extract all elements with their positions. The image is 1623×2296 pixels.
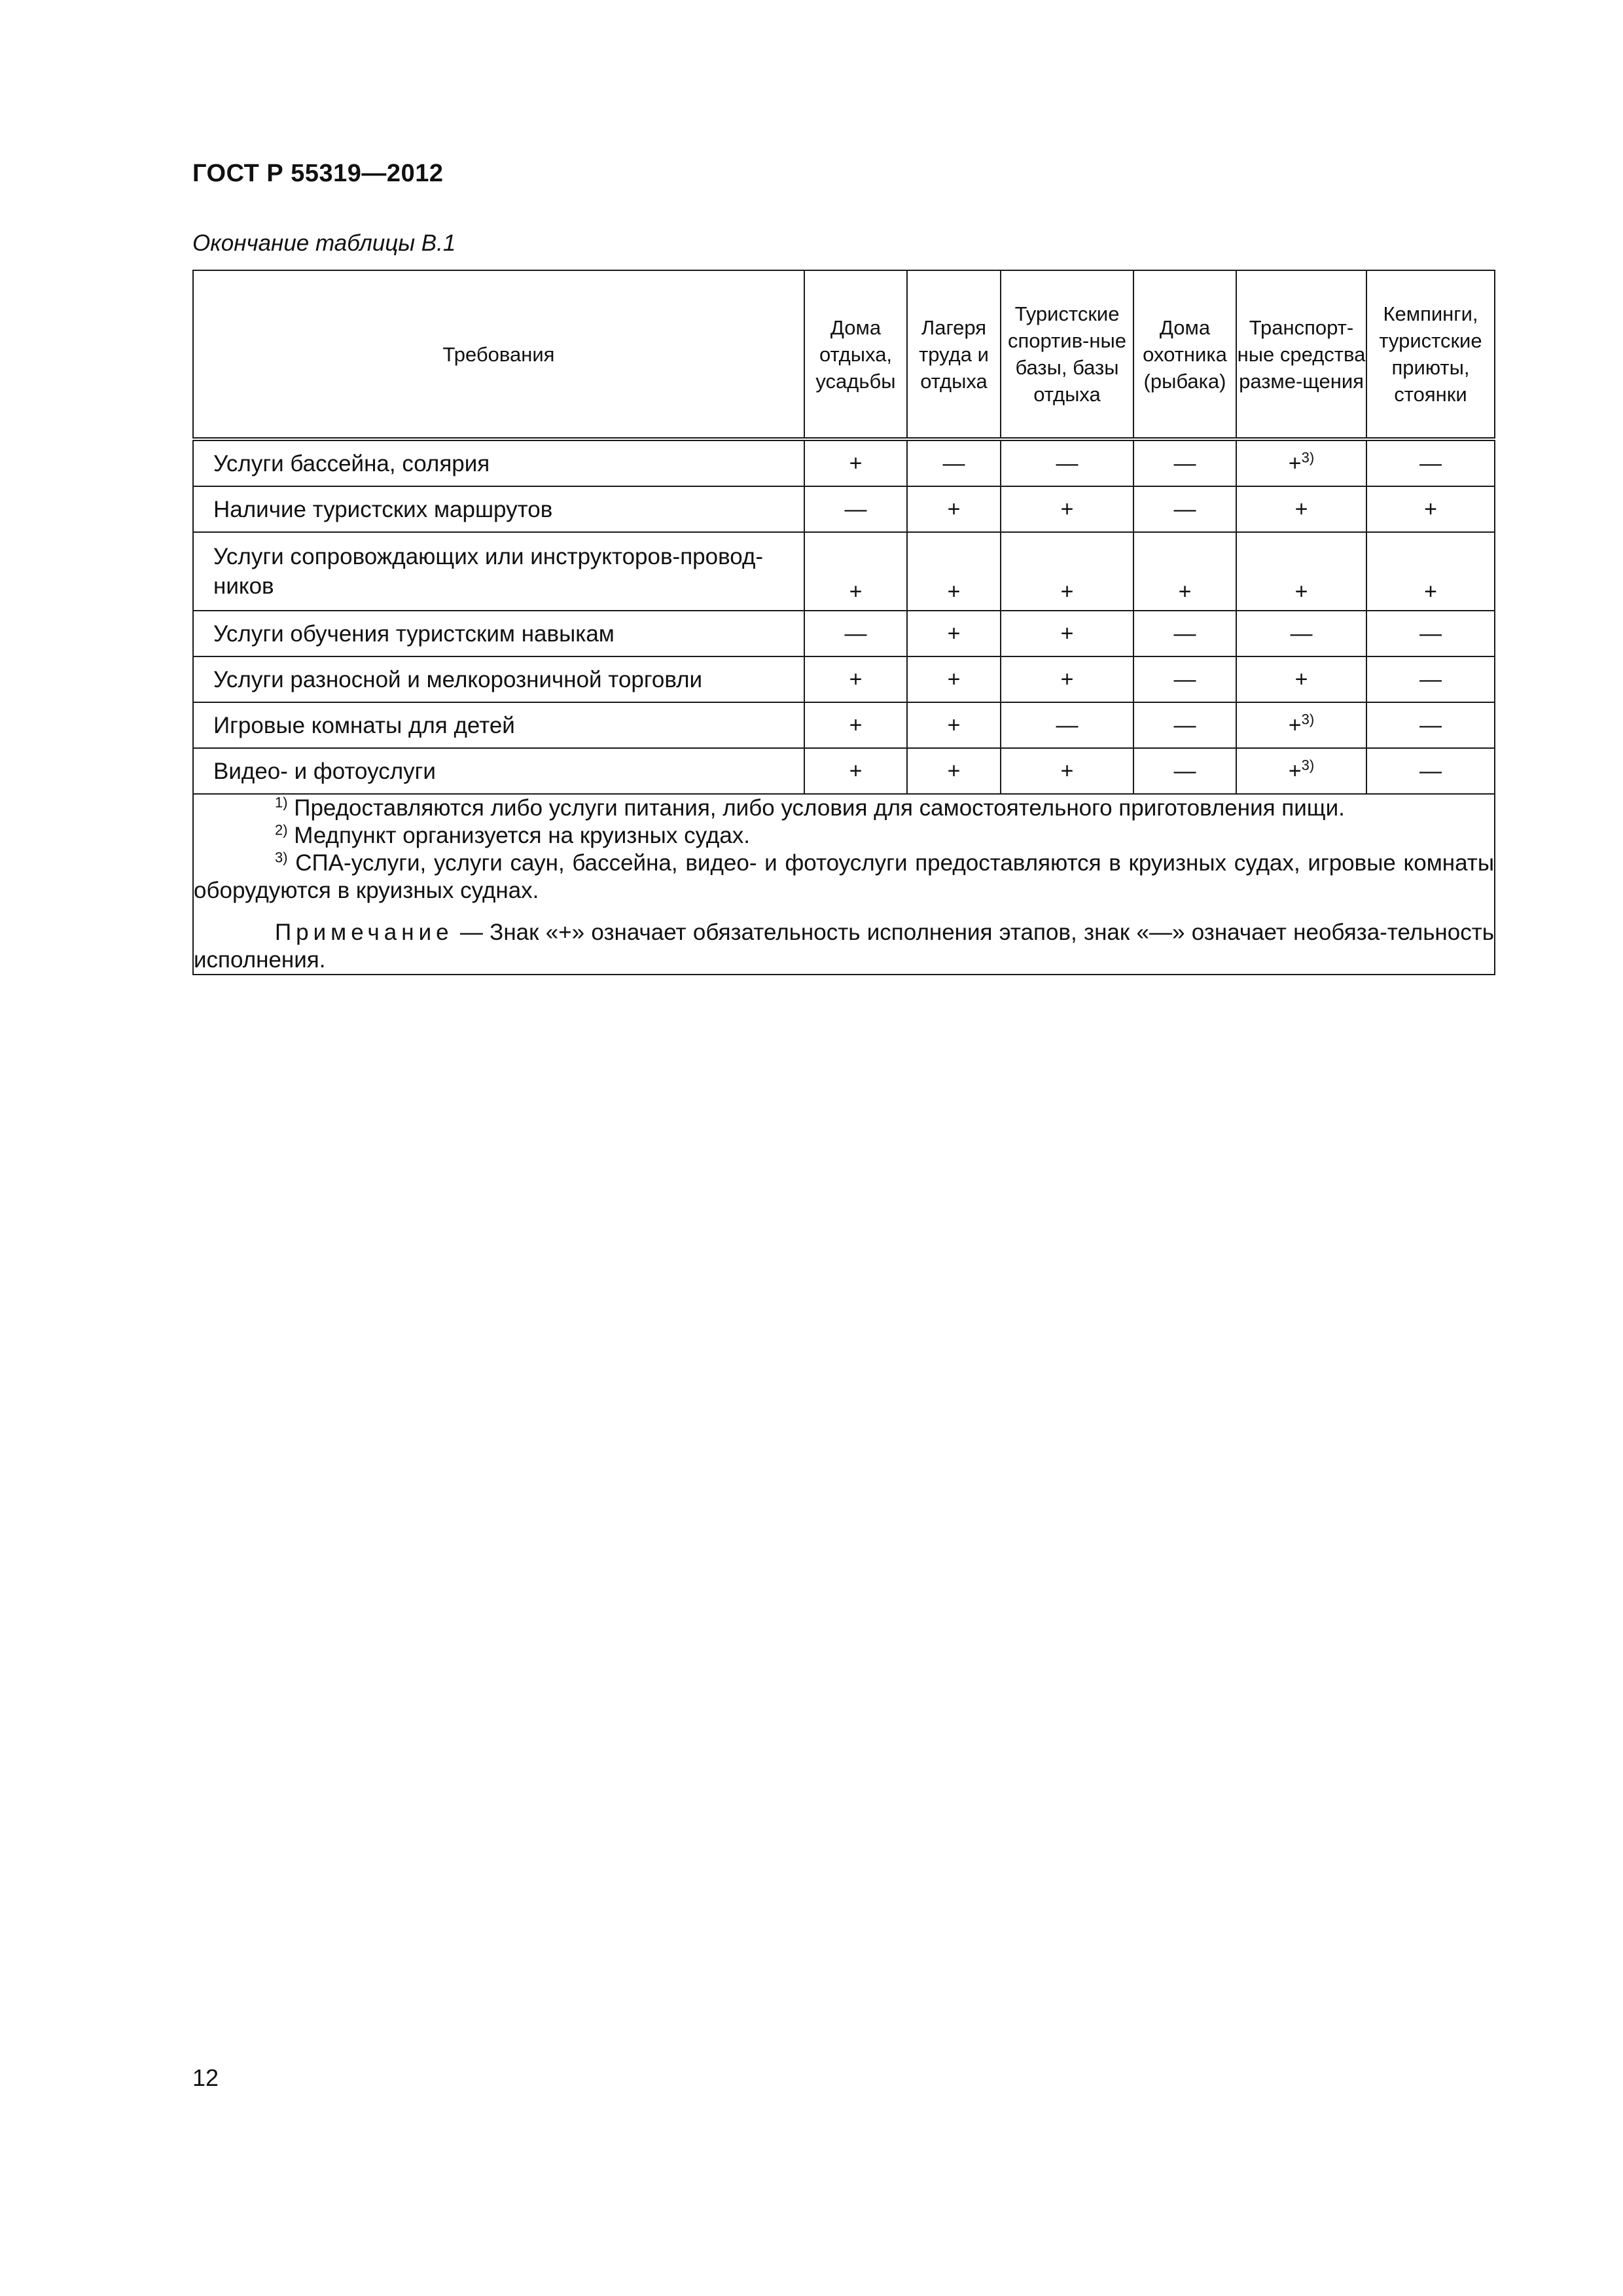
value-cell: — bbox=[1001, 702, 1133, 748]
value-cell: + bbox=[1236, 656, 1366, 702]
value-cell: — bbox=[1133, 748, 1236, 794]
column-header: Требования bbox=[193, 270, 804, 439]
note-text: — Знак «+» означает обязательность исполнения этапов, знак «—» означает необяза-тельность исполнения. bbox=[194, 920, 1494, 973]
requirement-cell: Видео- и фотоуслуги bbox=[193, 748, 804, 794]
value-cell: — bbox=[1366, 748, 1495, 794]
table-notes-row bbox=[193, 794, 1495, 975]
value-cell: — bbox=[1366, 702, 1495, 748]
value-cell: +$^{3)}$ bbox=[1236, 748, 1366, 794]
footnote-ref: 3) bbox=[1301, 757, 1315, 774]
note-label: Примечание bbox=[275, 920, 454, 945]
table-row bbox=[193, 532, 1495, 611]
value-cell: + bbox=[1001, 656, 1133, 702]
footnote: $^{2)}$ Медпункт организуется на круизных судах. bbox=[275, 821, 751, 848]
footnote: $^{3)}$ СПА-услуги, услуги саун, бассейна, видео- и фотоуслуги предоставляются в круизных судах, игровые комнаты оборудуются в круизных суднах. bbox=[194, 849, 1494, 903]
value-cell: — bbox=[907, 439, 1001, 486]
column-header: Дома отдыха, усадьбы bbox=[804, 270, 907, 439]
value-cell: — bbox=[1133, 611, 1236, 656]
value-cell: +$^{3)}$ bbox=[1236, 439, 1366, 486]
footnote: $^{1)}$ Предоставляются либо услуги питания, либо условия для самостоятельного приготовления пищи. bbox=[275, 794, 1345, 821]
value-cell: — bbox=[1133, 439, 1236, 486]
requirement-cell: Услуги бассейна, солярия bbox=[193, 439, 804, 486]
value-cell: — bbox=[1366, 656, 1495, 702]
value-cell: — bbox=[804, 486, 907, 532]
value-cell: + bbox=[804, 656, 907, 702]
value-cell: — bbox=[1133, 656, 1236, 702]
value-cell: + bbox=[1001, 532, 1133, 611]
value-cell: + bbox=[907, 611, 1001, 656]
value-cell: + bbox=[1001, 611, 1133, 656]
footnote-ref: 3) bbox=[1301, 449, 1315, 466]
column-header: Лагеря труда и отдыха bbox=[907, 270, 1001, 439]
requirement-cell: Услуги разносной и мелкорозничной торговли bbox=[193, 656, 804, 702]
column-header: Кемпинги, туристские приюты, стоянки bbox=[1366, 270, 1495, 439]
value-cell: — bbox=[1133, 486, 1236, 532]
value-cell: — bbox=[1133, 702, 1236, 748]
value-cell: + bbox=[1366, 486, 1495, 532]
value-cell: + bbox=[804, 748, 907, 794]
table-row bbox=[193, 486, 1495, 532]
value-cell: + bbox=[804, 702, 907, 748]
value-cell: — bbox=[1001, 439, 1133, 486]
requirement-cell: Игровые комнаты для детей bbox=[193, 702, 804, 748]
value-cell: + bbox=[1133, 532, 1236, 611]
value-cell: + bbox=[907, 702, 1001, 748]
table-notes bbox=[193, 794, 1495, 975]
value-cell: + bbox=[907, 656, 1001, 702]
value-cell: + bbox=[907, 486, 1001, 532]
value-cell: — bbox=[1366, 611, 1495, 656]
document-header: ГОСТ Р 55319—2012 bbox=[192, 160, 444, 187]
table-row bbox=[193, 748, 1495, 794]
value-cell: + bbox=[907, 532, 1001, 611]
page-number: 12 bbox=[192, 2064, 219, 2091]
table-row bbox=[193, 656, 1495, 702]
value-cell: +$^{3)}$ bbox=[1236, 702, 1366, 748]
column-header: Дома охотника (рыбака) bbox=[1133, 270, 1236, 439]
table-note bbox=[194, 919, 1494, 974]
value-cell: + bbox=[1001, 748, 1133, 794]
requirements-table bbox=[192, 270, 1495, 975]
column-header: Транспорт-ные средства разме-щения bbox=[1236, 270, 1366, 439]
value-cell: + bbox=[1236, 486, 1366, 532]
value-cell: — bbox=[1366, 439, 1495, 486]
requirement-cell: Услуги сопровождающих или инструкторов-провод-ников bbox=[193, 532, 804, 611]
table-caption: Окончание таблицы В.1 bbox=[192, 230, 456, 256]
table-body bbox=[193, 439, 1495, 975]
value-cell: + bbox=[804, 439, 907, 486]
value-cell: + bbox=[1366, 532, 1495, 611]
value-cell: — bbox=[1236, 611, 1366, 656]
requirement-cell: Наличие туристских маршрутов bbox=[193, 486, 804, 532]
value-cell: + bbox=[907, 748, 1001, 794]
footnote-ref: 3) bbox=[1301, 711, 1315, 728]
table-row bbox=[193, 439, 1495, 486]
table-row bbox=[193, 611, 1495, 656]
table-row bbox=[193, 702, 1495, 748]
value-cell: + bbox=[1236, 532, 1366, 611]
column-header: Туристские спортив-ные базы, базы отдыха bbox=[1001, 270, 1133, 439]
table-header-row bbox=[193, 270, 1495, 439]
value-cell: — bbox=[804, 611, 907, 656]
value-cell: + bbox=[1001, 486, 1133, 532]
value-cell: + bbox=[804, 532, 907, 611]
requirement-cell: Услуги обучения туристским навыкам bbox=[193, 611, 804, 656]
